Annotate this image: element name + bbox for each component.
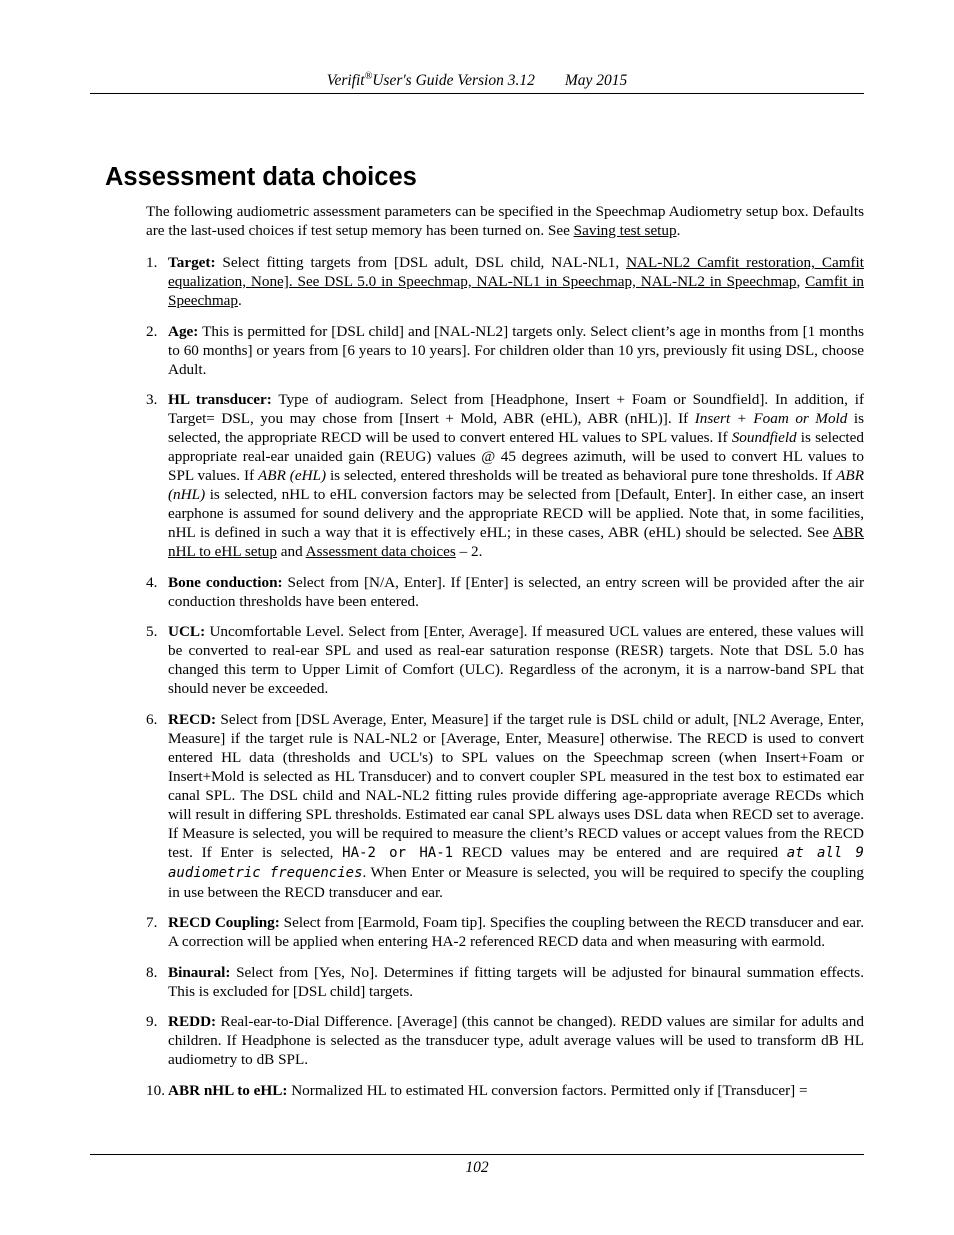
header-date: May 2015	[564, 72, 628, 90]
link-target-references[interactable]: NAL-NL2 Camfit restoration, Camfit equalization, None]. See DSL 5.0 in Speechmap, NAL-NL1 in Speechmap, NAL-NL2 in Speechmap	[168, 254, 865, 290]
footer-rule	[90, 1154, 864, 1155]
list-item-abr-nhl-to-ehl: 10. ABR nHL to eHL: Normalized HL to estimated HL conversion factors. Permitted only if [Transducer] =	[146, 1081, 808, 1099]
page-header	[90, 66, 864, 92]
item-label: Binaural:	[168, 963, 231, 981]
item-label: HL transducer:	[168, 391, 272, 408]
item-label: UCL:	[168, 623, 206, 640]
link-assessment-data-choices[interactable]: Assessment data choices	[305, 543, 456, 560]
item-label: Age:	[168, 322, 199, 340]
parameter-list	[146, 253, 864, 1111]
item-label: RECD Coupling:	[168, 914, 280, 931]
list-item-recd-coupling: 7. RECD Coupling: Select from [Earmold, Foam tip]. Specifies the coupling between the RECD transducer and ear. A correction will be applied when entering HA-2 referenced RECD data and when measuring with earmold.	[146, 914, 864, 950]
link-abr-nhl-setup[interactable]: ABR nHL to eHL setup	[168, 524, 864, 560]
list-item-recd: 6. RECD: Select from [DSL Average, Enter, Measure] if the target rule is DSL child or adult, [NL2 Average, Enter, Measure] if the target rule is NAL-NL2 or [Average, Enter, Measure] otherwise. The RECD is used to convert entered HL data (thresholds and UCL's) to SPL values on the Speechmap screen (when Insert+Foam or Insert+Mold is selected as HL Transducer) and to convert coupler SPL measured in the test box to estimated ear canal SPL. The DSL child and NAL-NL2 fitting rules provide differing age-appropriate average RECDs which will result in differing SPL thresholds. Estimated ear canal SPL always uses DSL data when RECD set to average. If Measure is selected, you will be required to measure the client’s RECD values or accept values from the RECD test. If Enter is selected, HA-2 or HA-1 RECD values may be entered and are required at all 9 audiometric frequencies. When Enter or Measure is selected, you will be required to specify the coupling in use between the RECD transducer and ear.	[146, 710, 864, 901]
section-heading: Assessment data choices	[105, 163, 417, 191]
item-label: ABR nHL to eHL:	[168, 1081, 288, 1099]
header-rule	[90, 93, 864, 94]
list-item-target: 1. Target: Select fitting targets from [DSL adult, DSL child, NAL-NL1, NAL-NL2 Camfit restoration, Camfit equalization, None]. See DSL 5.0 in Speechmap, NAL-NL1 in Speechmap, NAL-NL2 in Speechmap, Camfit in Speechmap.	[146, 254, 865, 309]
list-item-age: 2. Age: This is permitted for [DSL child] and [NAL-NL2] targets only. Select client’s age in months from [1 months to 60 months] or years from [6 years to 10 years]. For children older than 10 yrs, previously fit using DSL, choose Adult.	[146, 322, 864, 378]
list-item-hl-transducer: 3. HL transducer: Type of audiogram. Select from [Headphone, Insert + Foam or Soundfield]. In addition, if Target= DSL, you may chose from [Insert + Mold, ABR (eHL), ABR (nHL)]. If Insert + Foam or Mold is selected, the appropriate RECD will be used to convert entered HL values to SPL values. If Soundfield is selected appropriate real-ear unaided gain (REUG) values @ 45 degrees azimuth, will be used to convert HL values to SPL values. If ABR (eHL) is selected, entered thresholds will be treated as behavioral pure tone thresholds. If ABR (nHL) is selected, nHL to eHL conversion factors may be selected from [Default, Enter]. In either case, an insert earphone is assumed for sound delivery and the appropriate RECD will be applied. Note that, in some facilities, nHL is defined in such a way that it is effectively eHL; in these cases, ABR (eHL) should be selected. See ABR nHL to eHL setup and Assessment data choices – 2.	[146, 391, 864, 560]
item-label: Bone conduction:	[168, 573, 283, 591]
item-label: Target:	[168, 254, 216, 271]
intro-paragraph: The following audiometric assessment parameters can be specified in the Speechmap Audiometry setup box. Defaults are the last-used choices if test setup memory has been turned on. See Saving test setup.	[146, 203, 864, 239]
link-camfit-in-speechmap[interactable]: Camfit in Speechmap	[168, 273, 865, 309]
list-item-binaural: 8. Binaural: Select from [Yes, No]. Determines if fitting targets will be adjusted for binaural summation effects. This is excluded for [DSL child] targets.	[146, 963, 864, 1000]
page-number: 102	[465, 1159, 489, 1176]
header-title: Verifit	[326, 72, 365, 90]
list-item-redd: 9. REDD: Real-ear-to-Dial Difference. [Average] (this cannot be changed). REDD values are similar for adults and children. If Headphone is selected as the transducer type, adult average values will be used to transform dB HL audiometry to dB SPL.	[146, 1013, 864, 1068]
registered-mark: ®	[364, 71, 373, 82]
list-item-bone-conduction: 4. Bone conduction: Select from [N/A, Enter]. If [Enter] is selected, an entry screen will be provided after the air conduction thresholds have been entered.	[146, 573, 864, 610]
header-subtitle: User's Guide Version 3.12	[372, 72, 535, 90]
list-item-ucl: 5. UCL: Uncomfortable Level. Select from [Enter, Average]. If measured UCL values are entered, these values will be converted to real-ear SPL and used as real-ear saturation response (RESR) targets. Note that DSL 5.0 has changed this term to Upper Limit of Comfort (ULC). Regardless of the acronym, it is a narrow-band SPL that should never be exceeded.	[146, 623, 864, 697]
item-label: RECD:	[168, 710, 217, 728]
item-label: REDD:	[168, 1013, 217, 1030]
link-saving-test-setup[interactable]: Saving test setup	[573, 222, 677, 239]
